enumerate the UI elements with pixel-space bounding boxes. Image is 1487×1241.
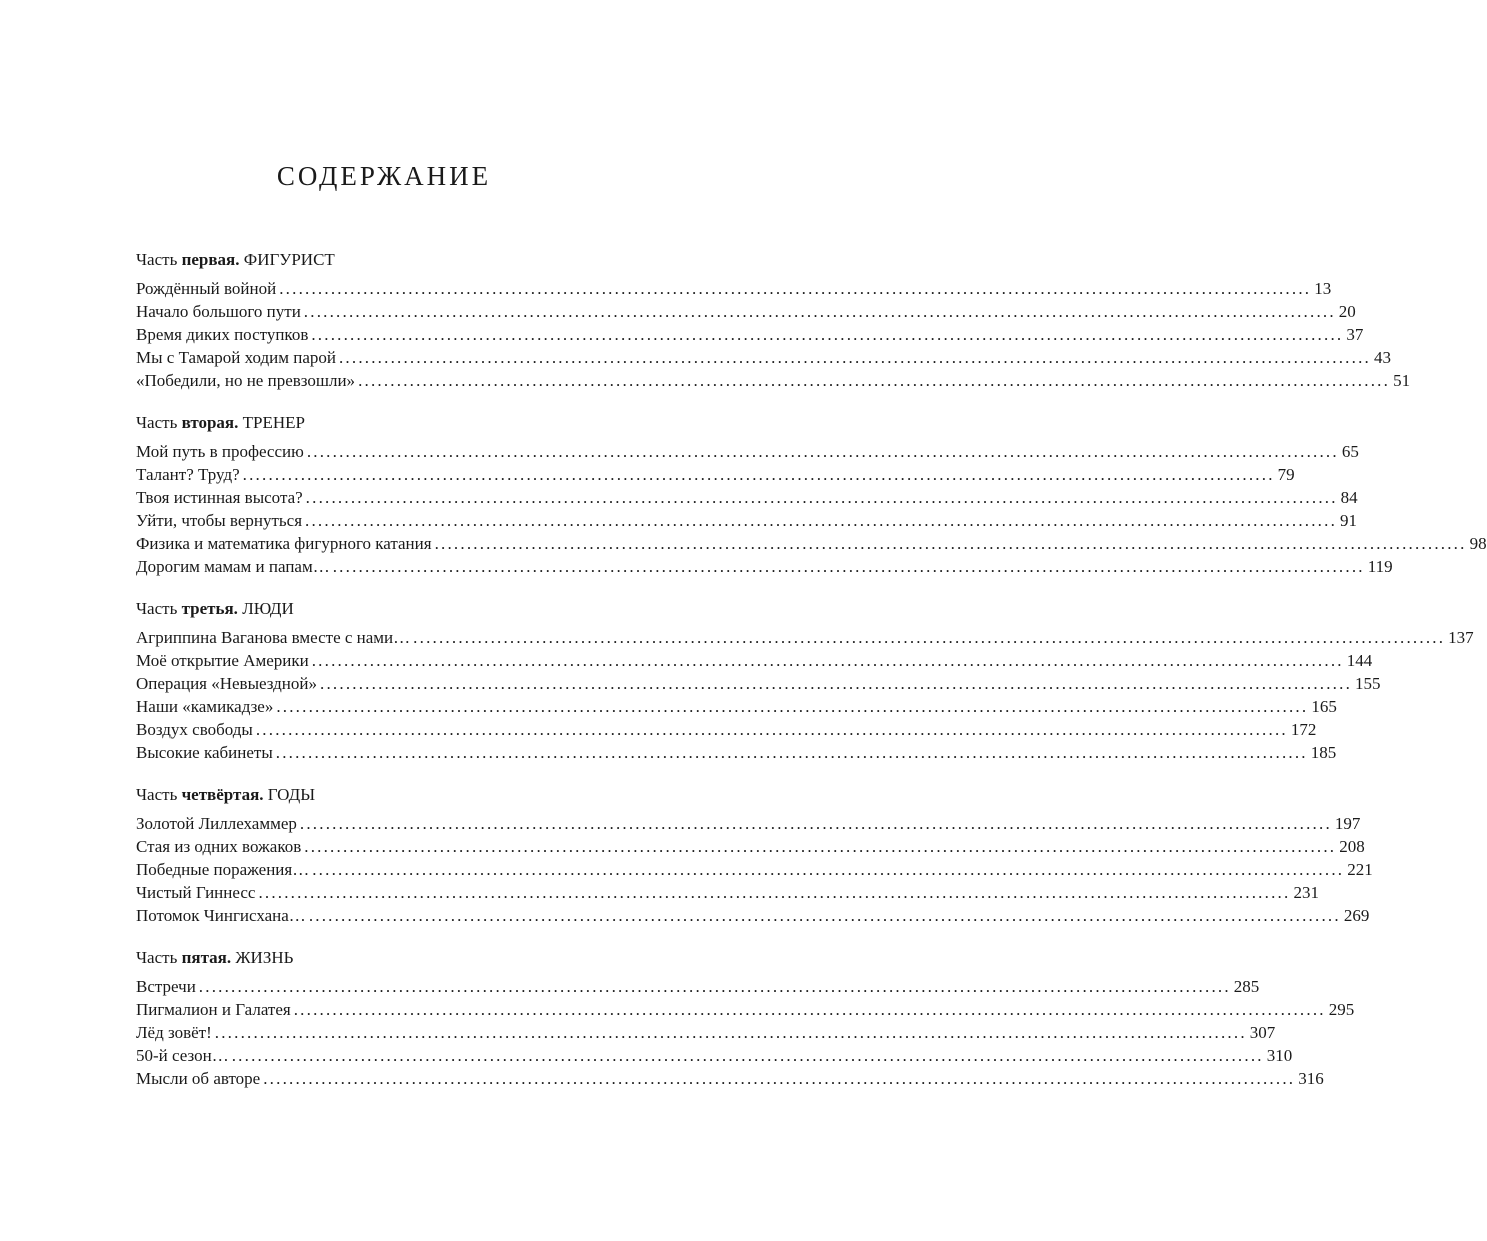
dot-leader: ................................................................................................................................................................ bbox=[258, 883, 1291, 902]
part-prefix: Часть bbox=[136, 785, 178, 804]
toc-entry bbox=[136, 858, 1373, 881]
toc-part bbox=[136, 946, 1355, 1090]
part-name: ЖИЗНЬ bbox=[235, 948, 294, 967]
entry-title: Уйти, чтобы вернуться bbox=[136, 511, 303, 530]
entry-page-number: 316 bbox=[1298, 1069, 1324, 1088]
toc-entry bbox=[136, 440, 1359, 463]
toc-entry bbox=[136, 835, 1365, 858]
entry-title: Агриппина Ваганова вместе с нами… bbox=[136, 628, 411, 647]
entry-page-number: 84 bbox=[1340, 488, 1358, 507]
part-name: ТРЕНЕР bbox=[242, 413, 305, 432]
part-number: вторая. bbox=[181, 413, 239, 432]
toc-part bbox=[136, 411, 1487, 578]
toc-entry bbox=[136, 1021, 1276, 1044]
entry-page-number: 91 bbox=[1340, 511, 1358, 530]
dot-leader: ................................................................................................................................................................ bbox=[306, 442, 1339, 461]
entry-page-number: 79 bbox=[1277, 465, 1295, 484]
entry-page-number: 51 bbox=[1393, 371, 1411, 390]
entry-title: Встречи bbox=[136, 977, 196, 996]
entry-page-number: 307 bbox=[1249, 1023, 1276, 1042]
entry-page-number: 285 bbox=[1233, 977, 1260, 996]
dot-leader: ................................................................................................................................................................ bbox=[214, 1023, 1247, 1042]
dot-leader: ................................................................................................................................................................ bbox=[198, 977, 1231, 996]
part-heading bbox=[136, 946, 680, 970]
entry-title: Мысли об авторе bbox=[136, 1069, 261, 1088]
toc-entry bbox=[136, 369, 1411, 392]
entry-page-number: 37 bbox=[1346, 325, 1364, 344]
entry-title: Высокие кабинеты bbox=[136, 743, 273, 762]
toc-entry bbox=[136, 1067, 1324, 1090]
entry-title: 50-й сезон… bbox=[136, 1046, 229, 1065]
dot-leader: ................................................................................................................................................................ bbox=[311, 651, 1344, 670]
toc-entry bbox=[136, 649, 1373, 672]
dot-leader: ................................................................................................................................................................ bbox=[305, 488, 1338, 507]
entry-page-number: 65 bbox=[1341, 442, 1359, 461]
toc-entry bbox=[136, 277, 1332, 300]
entry-page-number: 208 bbox=[1339, 837, 1365, 856]
toc-part bbox=[136, 248, 1411, 392]
dot-leader: ................................................................................................................................................................ bbox=[242, 465, 1275, 484]
entry-page-number: 231 bbox=[1293, 883, 1319, 902]
part-heading bbox=[136, 411, 680, 435]
dot-leader: ................................................................................................................................................................ bbox=[413, 628, 1446, 647]
dot-leader: ................................................................................................................................................................ bbox=[320, 674, 1353, 693]
dot-leader: ................................................................................................................................................................ bbox=[358, 371, 1391, 390]
entry-page-number: 197 bbox=[1334, 814, 1361, 833]
entry-page-number: 310 bbox=[1266, 1046, 1293, 1065]
toc-entry bbox=[136, 486, 1358, 509]
entry-title: Потомок Чингисхана… bbox=[136, 906, 306, 925]
part-name: ГОДЫ bbox=[267, 785, 316, 804]
toc-entry bbox=[136, 323, 1364, 346]
page-title: СОДЕРЖАНИЕ bbox=[276, 161, 492, 191]
entry-page-number: 20 bbox=[1338, 302, 1356, 321]
entry-page-number: 185 bbox=[1310, 743, 1337, 762]
entry-title: Чистый Гиннесс bbox=[136, 883, 256, 902]
toc-entry bbox=[136, 463, 1295, 486]
dot-leader: ................................................................................................................................................................ bbox=[263, 1069, 1296, 1088]
dot-leader: ................................................................................................................................................................ bbox=[275, 743, 1308, 762]
toc-entry bbox=[136, 812, 1361, 835]
toc-entry bbox=[136, 672, 1381, 695]
entry-page-number: 13 bbox=[1314, 279, 1332, 298]
dot-leader: ................................................................................................................................................................ bbox=[434, 534, 1467, 553]
dot-leader: ................................................................................................................................................................ bbox=[276, 697, 1309, 716]
entry-title: Мы с Тамарой ходим парой bbox=[136, 348, 336, 367]
part-prefix: Часть bbox=[136, 599, 178, 618]
entry-page-number: 144 bbox=[1346, 651, 1373, 670]
part-number: четвёртая. bbox=[181, 785, 264, 804]
toc-part bbox=[136, 783, 1373, 927]
entry-title: Дорогим мамам и папам… bbox=[136, 557, 330, 576]
dot-leader: ................................................................................................................................................................ bbox=[312, 860, 1345, 879]
toc-entry bbox=[136, 626, 1474, 649]
entry-title: Время диких поступков bbox=[136, 325, 309, 344]
part-number: первая. bbox=[181, 250, 240, 269]
entry-title: Мой путь в профессию bbox=[136, 442, 304, 461]
entry-page-number: 137 bbox=[1448, 628, 1474, 647]
dot-leader: ................................................................................................................................................................ bbox=[299, 814, 1332, 833]
part-number: пятая. bbox=[181, 948, 232, 967]
entry-title: Рождённый войной bbox=[136, 279, 277, 298]
entry-title: Моё открытие Америки bbox=[136, 651, 309, 670]
entry-title: Победные поражения… bbox=[136, 860, 310, 879]
toc-entry bbox=[136, 555, 1393, 578]
dot-leader: ................................................................................................................................................................ bbox=[304, 837, 1337, 856]
toc-entry bbox=[136, 695, 1337, 718]
part-heading bbox=[136, 783, 680, 807]
dot-leader: ................................................................................................................................................................ bbox=[279, 279, 1312, 298]
dot-leader: ................................................................................................................................................................ bbox=[308, 906, 1341, 925]
toc-entry bbox=[136, 904, 1370, 927]
entry-page-number: 155 bbox=[1355, 674, 1381, 693]
part-heading bbox=[136, 248, 680, 272]
part-name: ФИГУРИСТ bbox=[243, 250, 335, 269]
dot-leader: ................................................................................................................................................................ bbox=[332, 557, 1365, 576]
entry-page-number: 295 bbox=[1328, 1000, 1355, 1019]
toc-entry bbox=[136, 741, 1337, 764]
entry-page-number: 98 bbox=[1469, 534, 1487, 553]
entry-page-number: 165 bbox=[1311, 697, 1337, 716]
entry-page-number: 221 bbox=[1347, 860, 1373, 879]
toc-entry bbox=[136, 975, 1260, 998]
toc-entry bbox=[136, 300, 1356, 323]
entry-page-number: 172 bbox=[1290, 720, 1317, 739]
toc-entry bbox=[136, 532, 1487, 555]
entry-title: Талант? Труд? bbox=[136, 465, 240, 484]
entry-page-number: 43 bbox=[1373, 348, 1391, 367]
toc-entry bbox=[136, 1044, 1293, 1067]
toc-entry bbox=[136, 718, 1317, 741]
entry-title: Золотой Лиллехаммер bbox=[136, 814, 297, 833]
dot-leader: ................................................................................................................................................................ bbox=[255, 720, 1288, 739]
table-of-contents bbox=[136, 248, 1487, 1109]
entry-title: Наши «камикадзе» bbox=[136, 697, 274, 716]
entry-title: Операция «Невыездной» bbox=[136, 674, 318, 693]
dot-leader: ................................................................................................................................................................ bbox=[303, 302, 1336, 321]
dot-leader: ................................................................................................................................................................ bbox=[293, 1000, 1326, 1019]
entry-title: Физика и математика фигурного катания bbox=[136, 534, 432, 553]
entry-title: «Победили, но не превзошли» bbox=[136, 371, 356, 390]
entry-page-number: 269 bbox=[1343, 906, 1370, 925]
part-prefix: Часть bbox=[136, 948, 178, 967]
entry-title: Пигмалион и Галатея bbox=[136, 1000, 291, 1019]
dot-leader: ................................................................................................................................................................ bbox=[311, 325, 1344, 344]
toc-part bbox=[136, 597, 1474, 764]
entry-title: Лёд зовёт! bbox=[136, 1023, 212, 1042]
toc-entry bbox=[136, 346, 1391, 369]
dot-leader: ................................................................................................................................................................ bbox=[305, 511, 1338, 530]
part-number: третья. bbox=[181, 599, 238, 618]
toc-entry bbox=[136, 509, 1358, 532]
entry-title: Начало большого пути bbox=[136, 302, 301, 321]
part-prefix: Часть bbox=[136, 413, 178, 432]
dot-leader: ................................................................................................................................................................ bbox=[231, 1046, 1264, 1065]
part-heading bbox=[136, 597, 680, 621]
entry-title: Воздух свободы bbox=[136, 720, 253, 739]
toc-entry bbox=[136, 998, 1355, 1021]
entry-page-number: 119 bbox=[1367, 557, 1393, 576]
entry-title: Твоя истинная высота? bbox=[136, 488, 303, 507]
entry-title: Стая из одних вожаков bbox=[136, 837, 302, 856]
toc-entry bbox=[136, 881, 1319, 904]
part-prefix: Часть bbox=[136, 250, 178, 269]
dot-leader: ................................................................................................................................................................ bbox=[338, 348, 1371, 367]
part-name: ЛЮДИ bbox=[242, 599, 294, 618]
